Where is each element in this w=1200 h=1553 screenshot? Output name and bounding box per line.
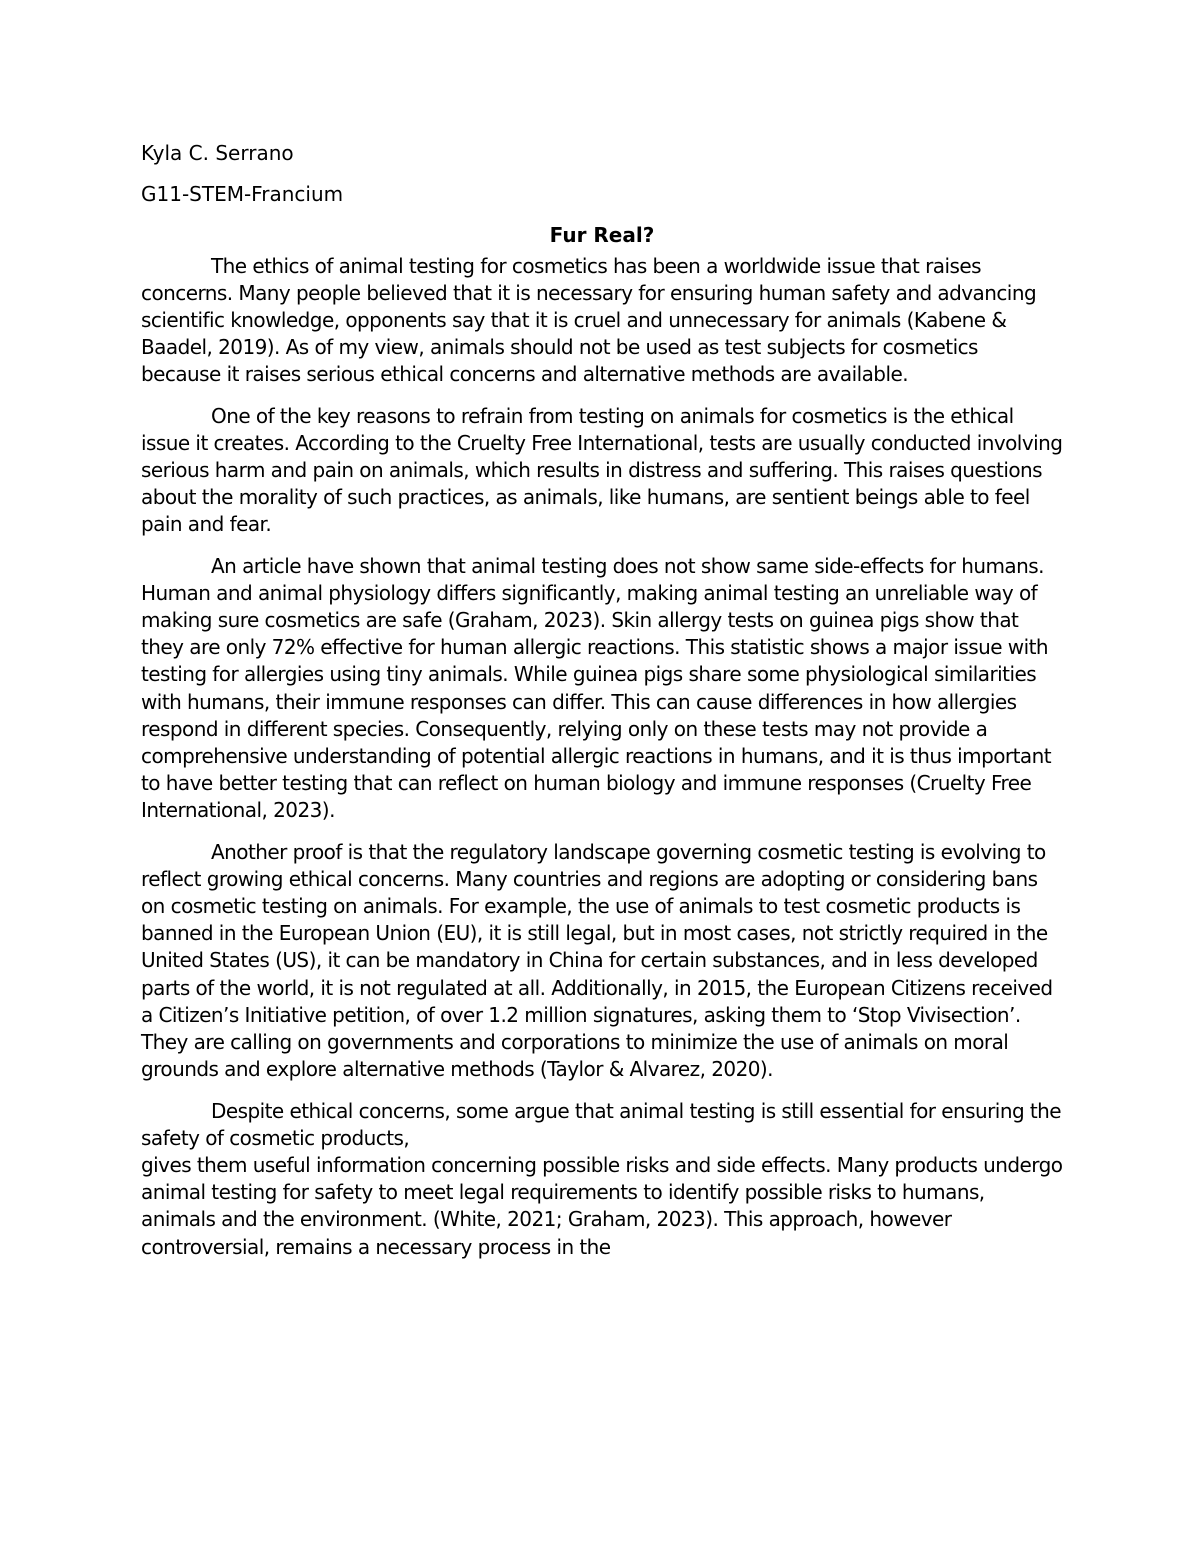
essay-title: Fur Real?: [549, 223, 655, 248]
paragraph-counterargument-start: Despite ethical concerns, some argue that animal testing is still essential for ensuring the safety of cosmetic products,: [141, 1098, 1062, 1150]
paragraph-physiology: An article have shown that animal testing does not show same side-effects for humans. Human and animal physiology differs significantly, making animal testing an unreliable way of making sure cosmetics are safe (Graham, 2023). Skin allergy tests on guinea pigs show that they are only 72% effective for human allergic reactions. This statistic shows a major issue with testing for allergies using tiny animals. While guinea pigs share some physiological similarities with humans, their immune responses can differ. This can cause differences in how allergies respond in different species. Consequently, relying only on these tests may not provide a comprehensive understanding of potential allergic reactions in humans, and it is thus important to have better testing that can reflect on human biology and immune responses (Cruelty Free International, 2023).: [141, 553, 1052, 823]
author-name: Kyla C. Serrano: [141, 141, 294, 165]
class-section: G11-STEM-Francium: [141, 182, 344, 207]
paragraph-counterargument: [141, 1098, 1063, 1261]
paragraph-counterargument-continuation: gives them useful information concerning possible risks and side effects. Many products undergo animal testing for safety to meet legal requirements to identify possible risks to humans, animals and the environment. (White, 2021; Graham, 2023). This approach, however controversial, remains a necessary process in the: [141, 1152, 1063, 1259]
paragraph-regulation: Another proof is that the regulatory landscape governing cosmetic testing is evolving to reflect growing ethical concerns. Many countries and regions are adopting or considering bans on cosmetic testing on animals. For example, the use of animals to test cosmetic products is banned in the European Union (EU), it is still legal, but in most cases, not strictly required in the United States (US), it can be mandatory in China for certain substances, and in less developed parts of the world, it is not regulated at all. Additionally, in 2015, the European Citizens received a Citizen’s Initiative petition, of over 1.2 million signatures, asking them to ‘Stop Vivisection’. They are calling on governments and corporations to minimize the use of animals on moral grounds and explore alternative methods (Taylor & Alvarez, 2020).: [141, 839, 1053, 1082]
document-page: [141, 140, 1063, 1261]
paragraph-ethics: One of the key reasons to refrain from testing on animals for cosmetics is the ethical issue it creates. According to the Cruelty Free International, tests are usually conducted involving serious harm and pain on animals, which results in distress and suffering. This raises questions about the morality of such practices, as animals, like humans, are sentient beings able to feel pain and fear.: [141, 403, 1063, 537]
paragraph-intro: The ethics of animal testing for cosmetics has been a worldwide issue that raises concerns. Many people believed that it is necessary for ensuring human safety and advancing scientific knowledge, opponents say that it is cruel and unnecessary for animals (Kabene & Baadel, 2019). As of my view, animals should not be used as test subjects for cosmetics because it raises serious ethical concerns and alternative methods are available.: [141, 253, 1037, 387]
